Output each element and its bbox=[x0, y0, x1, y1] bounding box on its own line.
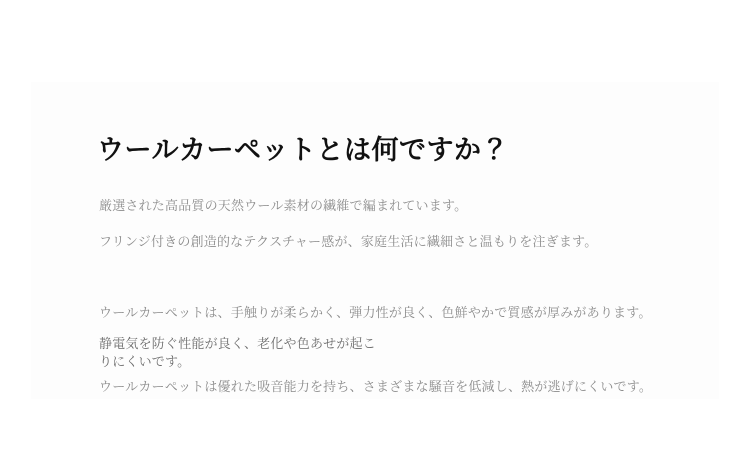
description-antistatic: 静電気を防ぐ性能が良く、老化や色あせが起こりにくいです。 bbox=[99, 336, 376, 369]
description-feel: ウールカーペットは、手触りが柔らかく、弾力性が良く、色鮮やかで質感が厚みがあります。 bbox=[99, 305, 652, 320]
description-material: 厳選された高品質の天然ウール素材の繊維で編まれています。 bbox=[99, 198, 468, 213]
description-soundproof: ウールカーペットは優れた吸音能力を持ち、さまざまな騒音を低減し、熱が逃げにくいです。 bbox=[99, 379, 653, 394]
page-title: ウールカーペットとは何ですか？ bbox=[97, 135, 509, 166]
description-texture: フリンジ付きの創造的なテクスチャー感が、家庭生活に繊細さと温もりを注ぎます。 bbox=[99, 234, 598, 249]
